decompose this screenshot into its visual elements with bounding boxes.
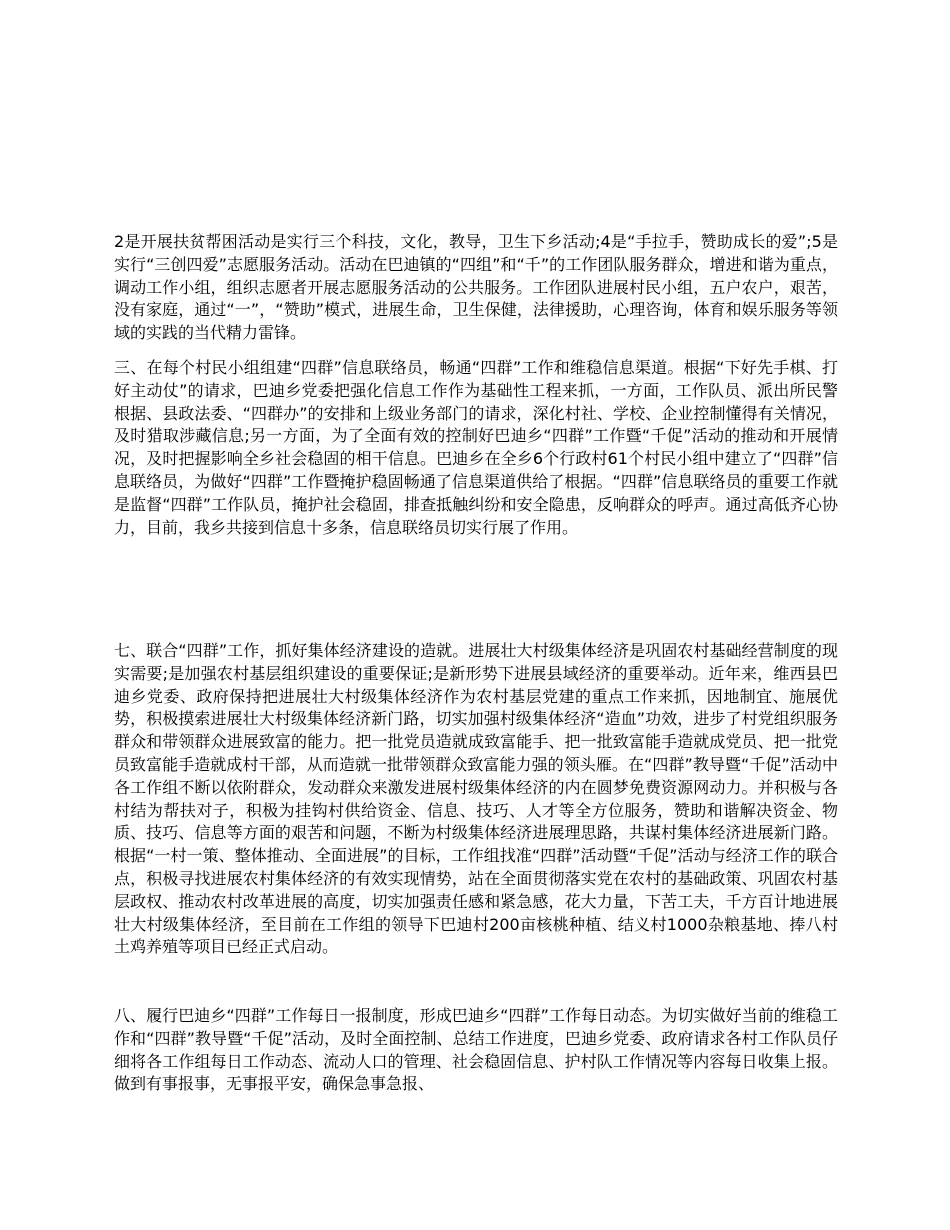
paragraph-section-three-liaison: 三、在每个村民小组组建“四群”信息联络员，畅通“四群”工作和维稳信息渠道。根据“下好先手棋、打好主动仗”的请求，巴迪乡党委把强化信息工作作为基础性工程来抓，一方面，工作队员、派出所民警根据、县政法委、“四群办”的安排和上级业务部门的请求，深化村社、学校、企业控制懂得有关情况，及时猎取涉藏信息;另一方面，为了全面有效的控制好巴迪乡“四群”工作暨“千促”活动的推动和开展情况，及时把握影响全乡社会稳固的相干信息。巴迪乡在全乡6个行政村61个村民小组中建立了“四群”信息联络员，为做好“四群”工作暨掩护稳固畅通了信息渠道供给了根据。“四群”信息联络员的重要工作就是监督“四群”工作队员，掩护社会稳固，排查抵触纠纷和安全隐患，反响群众的呼声。通过高低齐心协力，目前，我乡共接到信息十多条，信息联络员切实行展了作用。 [114, 358, 838, 537]
paragraph-poverty-relief: 2是开展扶贫帮困活动是实行三个科技，文化，教导，卫生下乡活动;4是“手拉手，赞助成长的爱”;5是实行“三创四爱”志愿服务活动。活动在巴迪镇的“四组”和“千”的工作团队服务群众，增进和谐为重点，调动工作小组，组织志愿者开展志愿服务活动的公共服务。工作团队进展村民小组，五户农户，艰苦，没有家庭，通过“一”，“赞助”模式，进展生命，卫生保健，法律援助，心理咨询，体育和娱乐服务等领域的实践的当代精力雷锋。 [114, 232, 838, 343]
paragraph-section-seven-collective-economy: 七、联合“四群”工作，抓好集体经济建设的造就。进展壮大村级集体经济是巩固农村基础经营制度的现实需要;是加强农村基层组织建设的重要保证;是新形势下进展县域经济的重要举动。近年来，维西县巴迪乡党委、政府保持把进展壮大村级集体经济作为农村基层党建的重点工作来抓，因地制宜、施展优势，积极摸索进展壮大村级集体经济新门路，切实加强村级集体经济“造血”功效，进步了村党组织服务群众和带领群众进展致富的能力。把一批党员造就成致富能手、把一批致富能手造就成党员、把一批党员致富能手造就成村干部，从而造就一批带领群众致富能力强的领头雁。在“四群”教导暨“千促”活动中各工作组不断以依附群众，发动群众来激发进展村级集体经济的内在圆梦免费资源网动力。并积极与各村结为帮扶对子，积极为挂钩村供给资金、信息、技巧、人才等全方位服务，赞助和谐解决资金、物质、技巧、信息等方面的艰苦和问题，不断为村级集体经济进展理思路，共谋村集体经济进展新门路。根据“一村一策、整体推动、全面进展”的目标，工作组找准“四群”活动暨“千促”活动与经济工作的联合点，积极寻找进展农村集体经济的有效实现情势，站在全面贯彻落实党在农村的基础政策、巩固农村基层政权、推动农村改革进展的高度，切实加强责任感和紧急感，花大力量，下苦工夫，千方百计地进展壮大村级集体经济，至目前在工作组的领导下巴迪村200亩核桃种植、结义村1000杂粮基地、捧八村土鸡养殖等项目已经正式启动。 [114, 641, 838, 957]
paragraph-section-eight-daily-report: 八、履行巴迪乡“四群”工作每日一报制度，形成巴迪乡“四群”工作每日动态。为切实做好当前的维稳工作和“四群”教导暨“千促”活动，及时全面控制、总结工作进度，巴迪乡党委、政府请求各村工作队员仔细将各工作组每日工作动态、流动人口的管理、社会稳固信息、护村队工作情况等内容每日收集上报。做到有事报事，无事报平安，确保急事急报、 [114, 1006, 838, 1094]
